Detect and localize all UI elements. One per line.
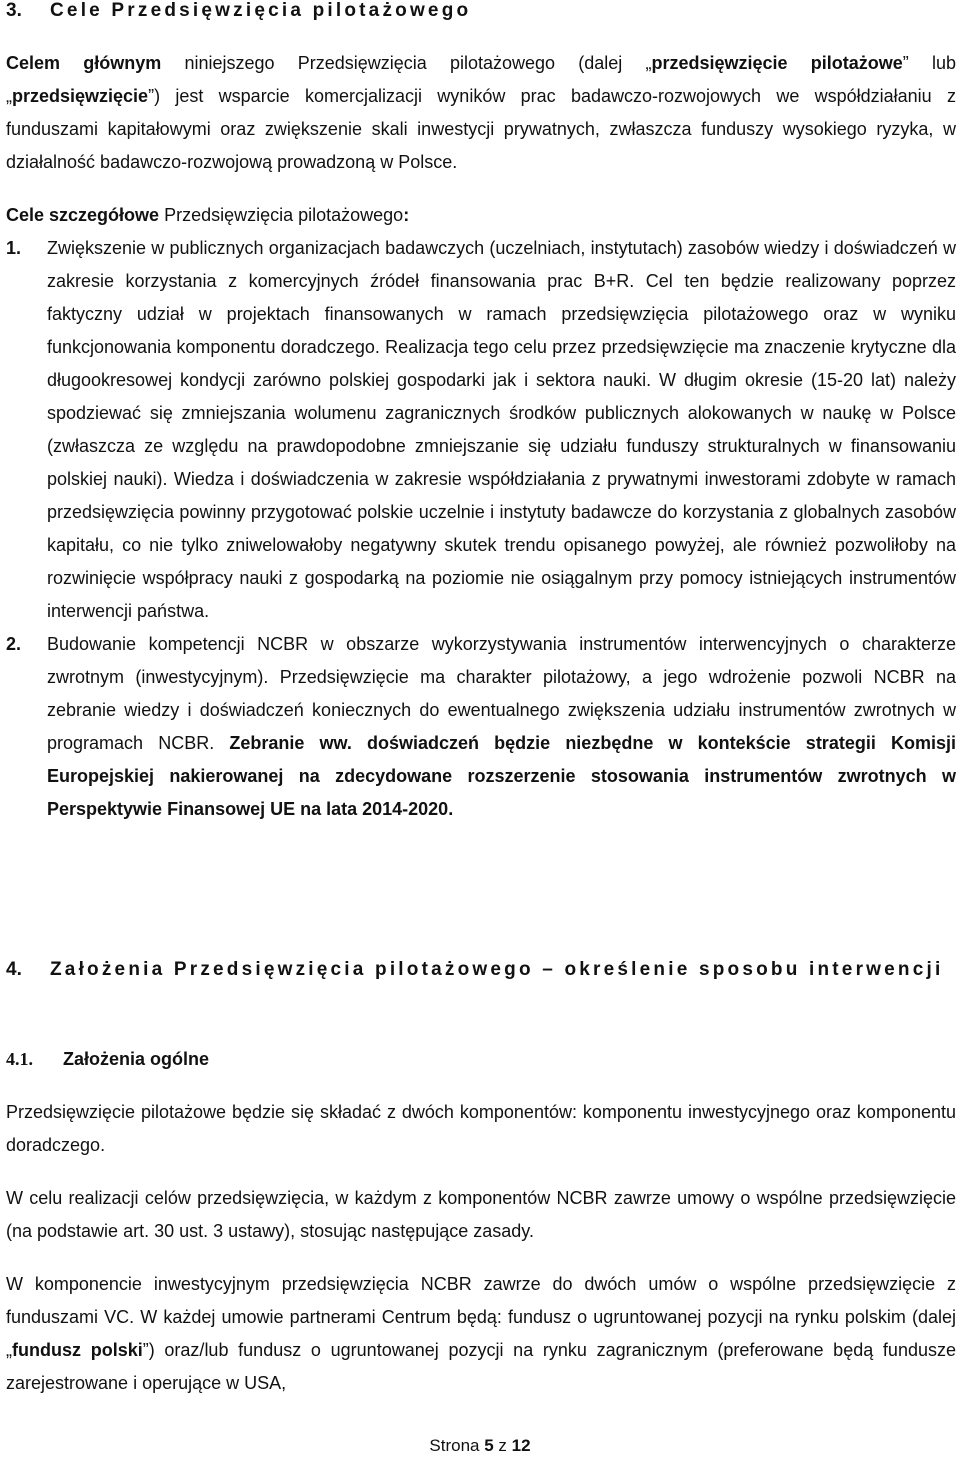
subsection-4-1-number: 4.1. (6, 1049, 33, 1069)
goal-item-2 (6, 628, 956, 826)
footer-separator: z (493, 1436, 512, 1455)
section-3-title: Cele Przedsięwzięcia pilotażowego (50, 0, 472, 21)
section-4-heading (6, 959, 956, 981)
section-4-title: Założenia Przedsięwzięcia pilotażowego – określenie sposobu interwencji (50, 959, 944, 980)
intro-bold-pilot: przedsięwzięcie pilotażowe (651, 53, 903, 73)
paragraph-3-text-1: W komponencie inwestycyjnym przedsięwzięcia NCBR zawrze do dwóch umów o wspólne przedsięwzięcie z funduszami VC. W każdej umowie partnerami Centrum będą: fundusz o ugruntowanej pozycji na rynku polskim (dalej „ (6, 1274, 956, 1360)
section-3-number: 3. (6, 0, 22, 21)
goal-2-number: 2. (6, 634, 22, 654)
goal-1-text: Zwiększenie w publicznych organizacjach badawczych (uczelniach, instytutach) zasobów wiedzy i doświadczeń w zakresie korzystania z komercyjnych źródeł finansowania prac B+R. Cel ten będzie realizowany poprzez faktyczny udział w projektach finansowanych w ramach przedsięwzięcia pilotażowego oraz w wyniku funkcjonowania komponentu doradczego. Realizacja tego celu przez przedsięwzięcie ma znaczenie krytyczne dla długookresowej kondycji zarówno polskiej gospodarki jak i sektora nauki. W długim okresie (15-20 lat) należy spodziewać się zmniejszania wolumenu zagranicznych środków publicznych alokowanych w naukę w Polsce (zwłaszcza ze względu na prawdopodobne zmniejszanie się udziału funduszy strukturalnych w finansowaniu polskiej nauki). Wiedza i doświadczenia w zakresie współdziałania z prywatnymi inwestorami zdobyte w ramach przedsięwzięcia powinny przygotować polskie uczelnie i instytuty badawcze do korzystania z globalnych zasobów kapitału, co nie tylko zniwelowałoby negatywny skutek trendu opisanego powyżej, ale również pozwoliłoby na rozwinięcie współpracy nauki z gospodarką na poziomie nie osiągalnym przy pomocy istniejących instrumentów interwencji państwa. (47, 238, 956, 621)
page-footer (0, 1436, 960, 1456)
goal-2-text: Budowanie kompetencji NCBR w obszarze wykorzystywania instrumentów interwencyjnych o charakterze zwrotnym (inwestycyjnym). Przedsięwzięcie ma charakter pilotażowy, a jego wdrożenie pozwoli NCBR na zebranie wiedzy i doświadczeń koniecznych do ewentualnego zwiększenia udziału instrumentów zwrotnych w programach NCBR. (47, 634, 956, 753)
section-3-heading (6, 0, 956, 22)
paragraph-3-bold-polish-fund: fundusz polski (12, 1340, 143, 1360)
footer-page-number: 5 (484, 1436, 494, 1455)
subsection-4-1-title: Założenia ogólne (63, 1049, 210, 1069)
specific-goals-colon: : (403, 205, 410, 225)
specific-goals-bold: Cele szczegółowe (6, 205, 160, 225)
general-assumptions-paragraph-3 (6, 1268, 956, 1400)
general-assumptions-paragraph-1: Przedsięwzięcie pilotażowe będzie się składać z dwóch komponentów: komponentu inwestycyjnego oraz komponentu doradczego. (6, 1102, 956, 1155)
paragraph-3-text-2: ”) oraz/lub fundusz o ugruntowanej pozycji na rynku zagranicznym (preferowane będą fundusze zarejestrowane i operujące w USA, (6, 1340, 956, 1393)
intro-text-3: ”) jest wsparcie komercjalizacji wyników prac badawczo-rozwojowych we współdziałaniu z funduszami kapitałowymi oraz zwiększenie skali inwestycji prywatnych, zwłaszcza funduszy wysokiego ryzyka, w działalność badawczo-rozwojową prowadzoną w Polsce. (6, 86, 956, 172)
specific-goals-list (6, 232, 956, 826)
subsection-4-1-heading (6, 1043, 956, 1076)
specific-goals-heading (6, 199, 956, 232)
goal-item-1 (6, 232, 956, 628)
intro-bold-main-goal: Celem głównym (6, 53, 162, 73)
goal-2-bold-text: Zebranie ww. doświadczeń będzie niezbędne w kontekście strategii Komisji Europejskiej nakierowanej na zdecydowane rozszerzenie stosowania instrumentów zwrotnych w Perspektywie Finansowej UE na lata 2014-2020. (47, 733, 956, 819)
footer-prefix: Strona (429, 1436, 485, 1455)
intro-text-2: ” lub „ (6, 53, 957, 106)
intro-text-1: niniejszego Przedsięwzięcia pilotażowego (dalej „ (161, 53, 652, 73)
goal-1-number: 1. (6, 238, 22, 258)
intro-bold-venture: przedsięwzięcie (12, 86, 149, 106)
section-4-number: 4. (6, 959, 22, 980)
general-assumptions-paragraph-2: W celu realizacji celów przedsięwzięcia, w każdym z komponentów NCBR zawrze umowy o wspólne przedsięwzięcie (na podstawie art. 30 ust. 3 ustawy), stosując następujące zasady. (6, 1188, 956, 1241)
section-3-intro-paragraph (6, 47, 956, 179)
footer-total-pages: 12 (511, 1436, 531, 1455)
specific-goals-rest: Przedsięwzięcia pilotażowego (159, 205, 404, 225)
